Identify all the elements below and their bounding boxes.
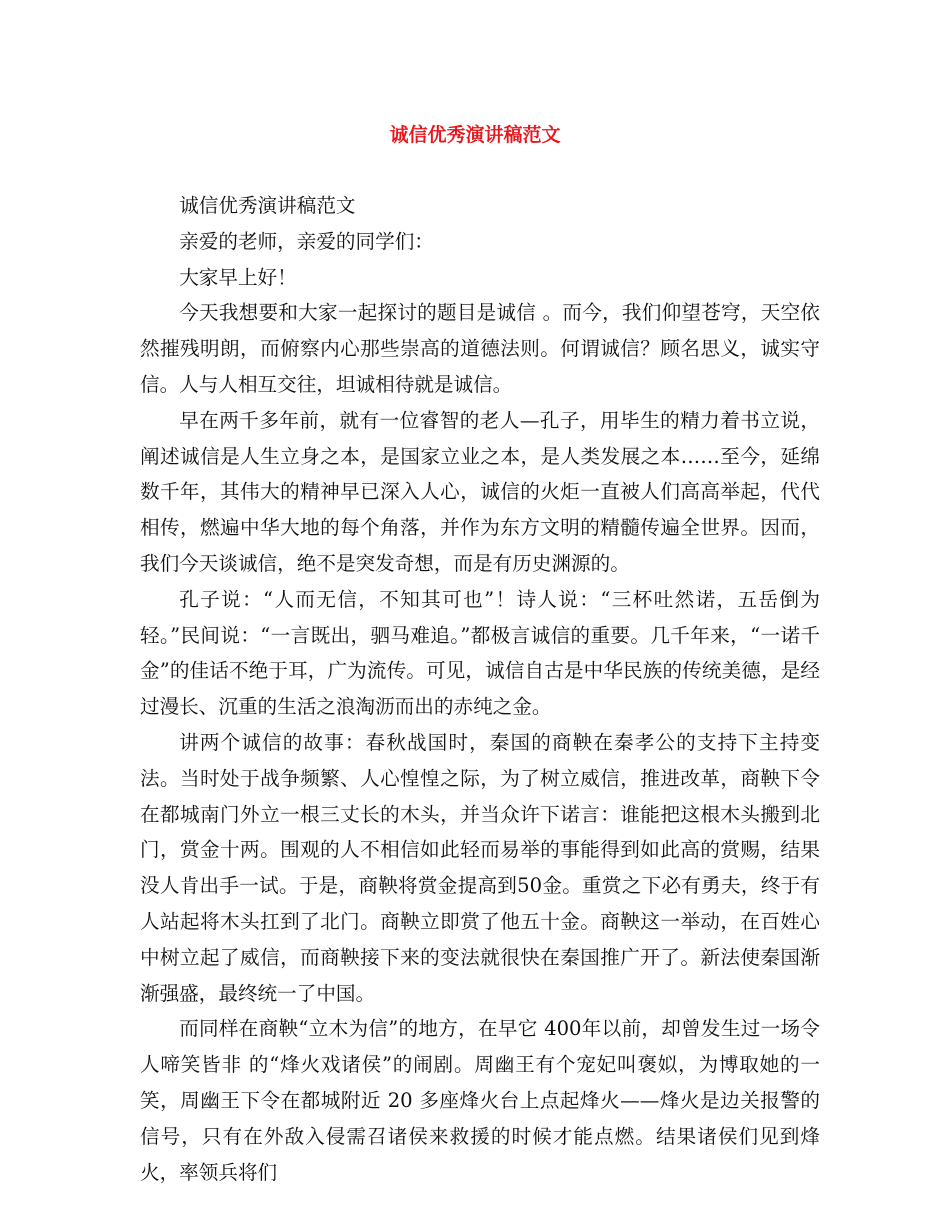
paragraph-confucius: 早在两千多年前，就有一位睿智的老人—孔子，用毕生的精力着书立说，阐述诚信是人生立身之本，是国家立业之本，是人类发展之本……至今，延绵数千年，其伟大的精神早已深入人心，诚信的火炬一直被人们高高举起，代代相传，燃遍中华大地的每个角落，并作为东方文明的精髓传遍全世界。因而，我们今天谈诚信，绝不是突发奇想，而是有历史渊源的。 — [140, 408, 820, 575]
paragraph-beacon-story: 而同样在商鞅“立木为信”的地方，在早它 400年以前，却曾发生过一场令人啼笑皆非 的“烽火戏诸侯”的闹剧。周幽王有个宠妃叫褒姒，为博取她的一笑，周幽王下令在都城附近 20 多座烽火台上点起烽火——烽火是边关报警的信号，只有在外敌入侵需召诸侯来救援的时候才能点燃。结果诸侯们见到烽火，率领兵将们 — [140, 1017, 820, 1184]
document-title: 诚信优秀演讲稿范文 — [389, 124, 561, 146]
paragraph-shang-yang-story: 讲两个诚信的故事：春秋战国时，秦国的商鞅在秦孝公的支持下主持变法。当时处于战争频繁、人心惶惶之际，为了树立威信，推进改革，商鞅下令在都城南门外立一根三丈长的木头，并当众许下诺言：谁能把这根木头搬到北门，赏金十两。围观的人不相信如此轻而易举的事能得到如此高的赏赐，结果没人肯出手一试。于是，商鞅将赏金提高到50金。重赏之下必有勇夫，终于有人站起将木头扛到了北门。商鞅立即赏了他五十金。商鞅这一举动，在百姓心中树立起了威信，而商鞅接下来的变法就很快在秦国推广开了。新法使秦国渐渐强盛，最终统一了中国。 — [140, 730, 820, 1005]
paragraph-greeting: 大家早上好！ — [179, 265, 297, 289]
document-body — [140, 188, 820, 1190]
paragraph-quotes: 孔子说：“人而无信，不知其可也”！诗人说：“三杯吐然诺，五岳倒为轻。”民间说：“一言既出，驷马难追。”都极言诚信的重要。几千年来，“一诺千金”的佳话不绝于耳，广为流传。可见，诚信自古是中华民族的传统美德，是经过漫长、沉重的生活之浪淘沥而出的赤纯之金。 — [140, 587, 820, 719]
paragraph-intro: 今天我想要和大家一起探讨的题目是诚信 。而今，我们仰望苍穹，天空依然摧残明朗，而俯察内心那些崇高的道德法则。何谓诚信？顾名思义，诚实守信。人与人相互交往，坦诚相待就是诚信。 — [140, 301, 820, 396]
paragraph-salutation: 亲爱的老师，亲爱的同学们： — [179, 229, 434, 253]
paragraph-heading: 诚信优秀演讲稿范文 — [179, 194, 356, 217]
